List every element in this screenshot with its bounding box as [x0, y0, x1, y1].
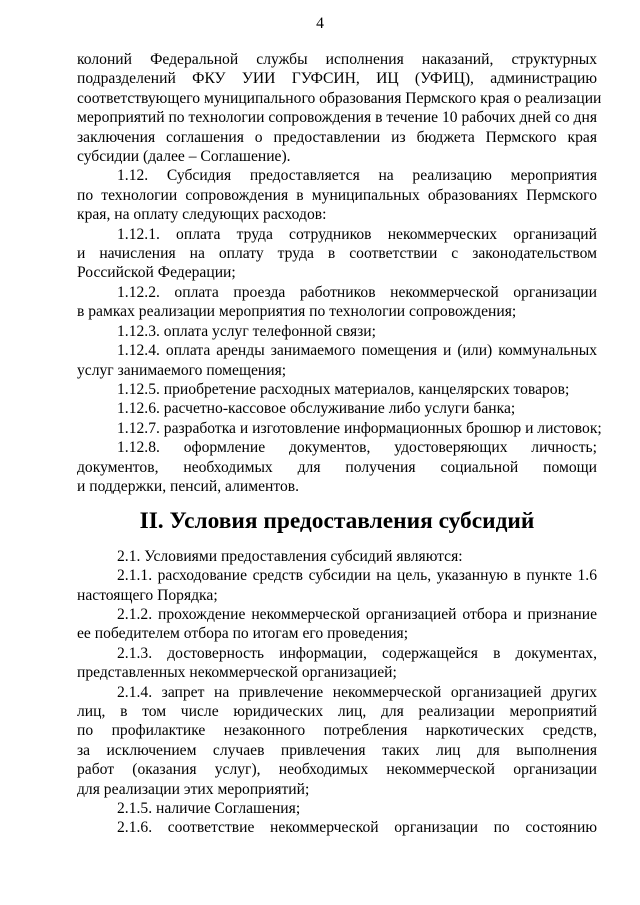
- paragraph-agreement-continuation: колоний Федеральной службы исполнения наказаний, структурных подразделений ФКУ УИИ ГУФСИН, ИЦ (УФИЦ), администрацию соответствующего муниципального образования Пермского края о реализации мероприятий по технологии сопровождения в течение 10 рабочих дней со дня заключения соглашения о предоставлении из бюджета Пермского края субсидии (далее – Соглашение).: [77, 51, 602, 166]
- document-body: [77, 50, 602, 838]
- page-number: 4: [316, 15, 324, 32]
- paragraph-2-1-5: 2.1.5. наличие Соглашения;: [117, 800, 301, 818]
- paragraph-2-1-3: 2.1.3. достоверность информации, содержащейся в документах, представленных некоммерческой организацией;: [77, 644, 597, 682]
- paragraph-1-12: 1.12. Субсидия предоставляется на реализацию мероприятия по технологии сопровождения в муниципальных образованиях Пермского края, на оплату следующих расходов:: [77, 167, 597, 224]
- paragraph-1-12-4: 1.12.4. оплата аренды занимаемого помещения и (или) коммунальных услуг занимаемого помещения;: [77, 342, 597, 379]
- paragraph-1-12-6: 1.12.6. расчетно-кассовое обслуживание либо услуги банка;: [117, 400, 516, 418]
- paragraph-1-12-5: 1.12.5. приобретение расходных материалов, канцелярских товаров;: [117, 380, 570, 398]
- paragraph-2-1-6: 2.1.6. соответствие некоммерческой организации по состоянию: [117, 819, 597, 837]
- paragraph-2-1-4: 2.1.4. запрет на привлечение некоммерческой организацией других лиц, в том числе юридических лиц, для реализации мероприятий по профилактике незаконного потребления наркотических средств, за исключением случаев привлечения таких лиц для выполнения работ (оказания услуг), необходимых некоммерческой организации для реализации этих мероприятий;: [77, 683, 597, 798]
- section-heading: II. Условия предоставления субсидий: [139, 508, 535, 535]
- paragraph-2-1-1: 2.1.1. расходование средств субсидии на цель, указанную в пункте 1.6 настоящего Порядка;: [77, 567, 597, 604]
- paragraph-2-1-2: 2.1.2. прохождение некоммерческой организацией отбора и признание ее победителем отбора по итогам его проведения;: [77, 605, 597, 643]
- paragraph-1-12-7: 1.12.7. разработка и изготовление информационных брошюр и листовок;: [117, 419, 602, 437]
- paragraph-1-12-8: 1.12.8. оформление документов, удостоверяющих личность; документов, необходимых для получения социальной помощи и поддержки, пенсий, алиментов.: [77, 439, 597, 495]
- paragraph-1-12-2: 1.12.2. оплата проезда работников некоммерческой организации в рамках реализации мероприятия по технологии сопровождения;: [77, 283, 597, 321]
- paragraph-1-12-3: 1.12.3. оплата услуг телефонной связи;: [117, 322, 376, 340]
- paragraph-1-12-1: 1.12.1. оплата труда сотрудников некоммерческих организаций и начисления на оплату труда в соответствии с законодательством Российской Федерации;: [77, 225, 597, 282]
- paragraph-2-1: 2.1. Условиями предоставления субсидий являются:: [117, 547, 463, 565]
